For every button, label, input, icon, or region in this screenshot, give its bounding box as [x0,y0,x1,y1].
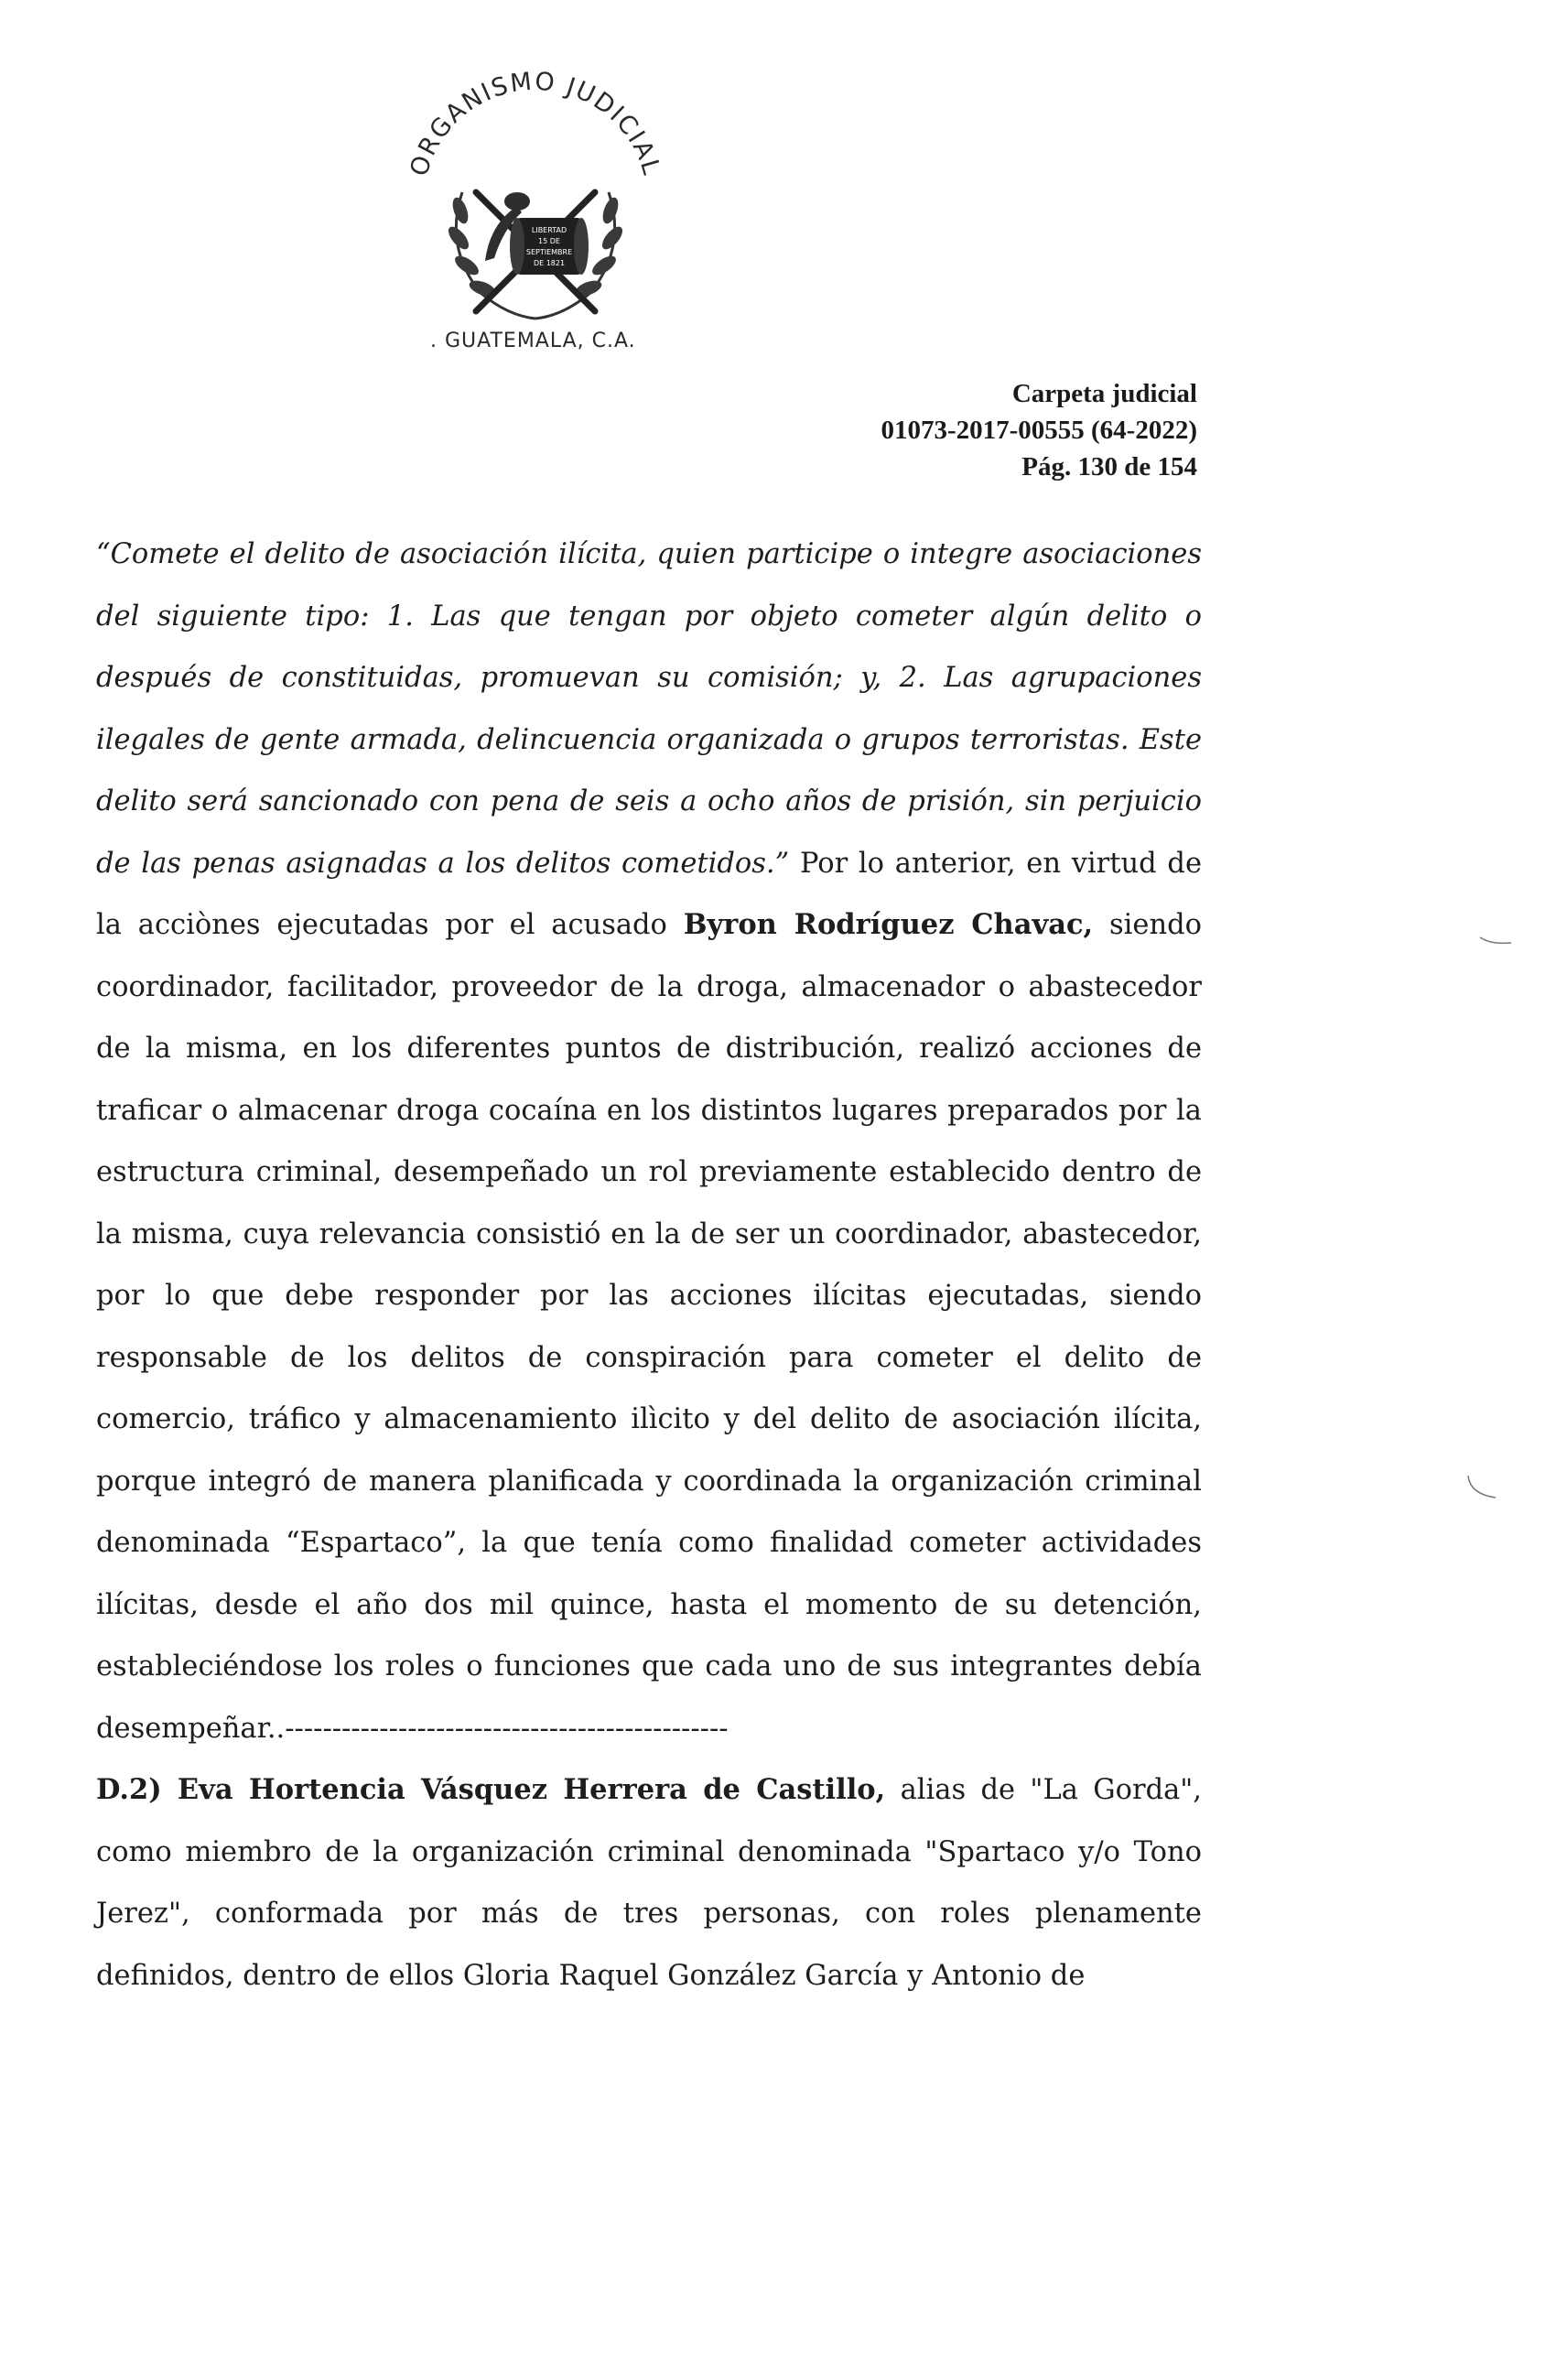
paragraph-1-text-a: Por lo anterior, en virtud de la acciònes ejecutadas por el acusado [96,847,1202,941]
paragraph-2 [96,1759,1202,2007]
case-header [881,375,1197,485]
dash-fill: ----------------------------------------------- [285,1712,729,1745]
case-number: 01073-2017-00555 (64-2022) [881,416,1197,445]
section-label-d2: D.2) Eva Hortencia Vásquez Herrera de Castillo, [96,1773,886,1806]
scan-mark [1464,1474,1501,1501]
document-body [96,524,1202,2007]
legal-quote: “Comete el delito de asociación ilícita, quien participe o integre asociaciones del siguiente tipo: 1. Las que tengan por objeto cometer algún delito o después de constituidas, promuevan su comisión; y, 2. Las agrupaciones ilegales de gente armada, delincuencia organizada o grupos terroristas. Este delito será sancionado con pena de seis a ocho años de prisión, sin perjuicio de las penas asignadas a los delitos cometidos.” [96,538,1202,880]
paragraph-1 [96,524,1202,1759]
svg-text:15 DE: 15 DE [538,237,560,245]
svg-text:LIBERTAD: LIBERTAD [531,226,567,234]
scan-mark [1478,934,1515,952]
paragraph-2-text: alias de "La Gorda", como miembro de la organización criminal denominada "Spartaco y/o Tono Jerez", conformada por más de tres personas, con roles plenamente definidos, dentro de ellos Gloria Raquel González García y Antonio de [96,1774,1202,1992]
case-folder-label: Carpeta judicial [1011,379,1197,408]
seal-caption: . GUATEMALA, C.A. [430,330,636,352]
organismo-judicial-seal [380,64,691,366]
defendant-name: Byron Rodríguez Chavac, [683,908,1094,941]
svg-text:ORGANISMO JUDICIAL: ORGANISMO JUDICIAL [405,67,666,180]
page-number: Pág. 130 de 154 [1021,452,1197,481]
svg-text:DE 1821: DE 1821 [533,259,566,267]
svg-text:SEPTIEMBRE: SEPTIEMBRE [525,248,573,256]
paragraph-1-text-b: siendo coordinador, facilitador, proveedor de la droga, almacenador o abastecedor de la misma, en los diferentes puntos de distribución, realizó acciones de traficar o almacenar droga cocaína en los distintos lugares preparados por la estructura criminal, desempeñado un rol previamente establecido dentro de la misma, cuya relevancia consistió en la de ser un coordinador, abastecedor, por lo que debe responder por las acciones ilícitas ejecutadas, siendo responsable de los delitos de conspiración para cometer el delito de comercio, tráfico y almacenamiento ilìcito y del delito de asociación ilícita, porque integró de manera planificada y coordinada la organización criminal denominada “Espartaco”, la que tenía como finalidad cometer actividades ilícitas, desde el año dos mil quince, hasta el momento de su detención, estableciéndose los roles o funciones que cada uno de sus integrantes debía desempeñar.. [96,909,1202,1745]
